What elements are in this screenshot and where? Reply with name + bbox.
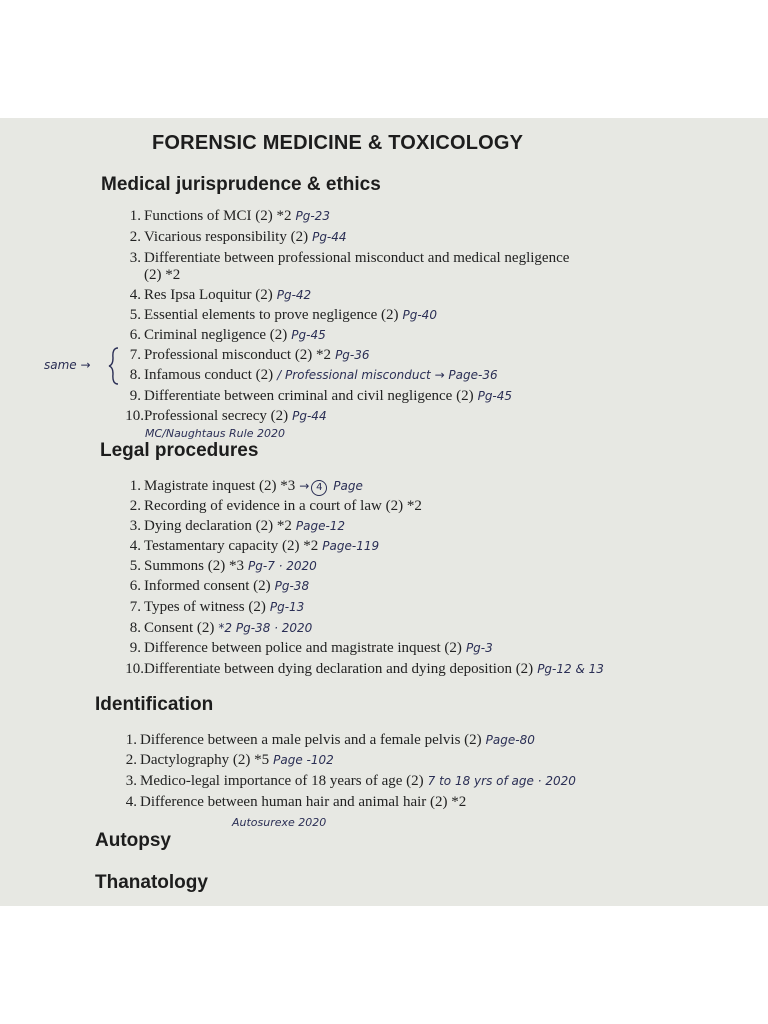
list-item: 2. Vicarious responsibility (2) Pg-44 xyxy=(129,229,347,245)
list-item: 3. Medico-legal importance of 18 years of age (2) 7 to 18 yrs of age · 2020 xyxy=(125,773,576,789)
list-item: 6. Informed consent (2) Pg-38 xyxy=(129,578,310,594)
list-item: 1. Difference between a male pelvis and a female pelvis (2) Page-80 xyxy=(125,732,535,748)
list-item: 3. Dying declaration (2) *2 Page-12 xyxy=(129,518,346,534)
list-item: 6. Criminal negligence (2) Pg-45 xyxy=(129,327,326,343)
document-page xyxy=(0,118,768,906)
circled-number: 4 xyxy=(311,480,327,496)
list-item: 10.Differentiate between dying declaration and dying deposition (2) Pg-12 & 13 xyxy=(125,661,604,677)
list-item: 1. Functions of MCI (2) *2 Pg-23 xyxy=(129,208,330,224)
list-item: 7. Types of witness (2) Pg-13 xyxy=(129,599,305,615)
list-item: 10.Professional secrecy (2) Pg-44 xyxy=(125,408,327,424)
list-item: 4. Difference between human hair and animal hair (2) *2 xyxy=(125,794,467,810)
list-item: 5. Essential elements to prove negligence (2) Pg-40 xyxy=(129,307,437,323)
page-title: FORENSIC MEDICINE & TOXICOLOGY xyxy=(152,132,524,154)
section-heading-legal-procedures: Legal procedures xyxy=(100,440,259,461)
list-item: 9. Difference between police and magistrate inquest (2) Pg-3 xyxy=(129,640,493,656)
margin-note: same → xyxy=(44,358,91,372)
list-item: 5. Summons (2) *3 Pg-7 · 2020 xyxy=(129,558,317,574)
handwritten-note: Autosurexe 2020 xyxy=(232,816,327,829)
list-item: 7. Professional misconduct (2) *2 Pg-36 xyxy=(129,347,370,363)
section-heading-medical-jurisprudence: Medical jurisprudence & ethics xyxy=(101,174,381,195)
list-item: 3. Differentiate between professional misconduct and medical negligence xyxy=(129,250,570,266)
section-heading-identification: Identification xyxy=(95,694,214,715)
handwritten-note: MC/Naughtaus Rule 2020 xyxy=(145,427,285,440)
list-item: 2. Dactylography (2) *5 Page -102 xyxy=(125,752,334,768)
brace-mark xyxy=(108,346,120,386)
list-item: 4. Res Ipsa Loquitur (2) Pg-42 xyxy=(129,287,312,303)
section-heading-thanatology: Thanatology xyxy=(95,872,208,893)
list-item: 2. Recording of evidence in a court of law (2) *2 xyxy=(129,498,422,514)
list-item: 1. Magistrate inquest (2) *3 → 4 Page xyxy=(129,478,363,494)
list-item: 4. Testamentary capacity (2) *2 Page-119 xyxy=(129,538,380,554)
list-item: 9. Differentiate between criminal and civil negligence (2) Pg-45 xyxy=(129,388,513,404)
list-item: 8. Consent (2) *2 Pg-38 · 2020 xyxy=(129,620,313,636)
list-item-continuation: (2) *2 xyxy=(144,267,181,283)
list-item: 8. Infamous conduct (2) / Professional misconduct → Page-36 xyxy=(129,367,498,383)
section-heading-autopsy: Autopsy xyxy=(95,830,171,851)
